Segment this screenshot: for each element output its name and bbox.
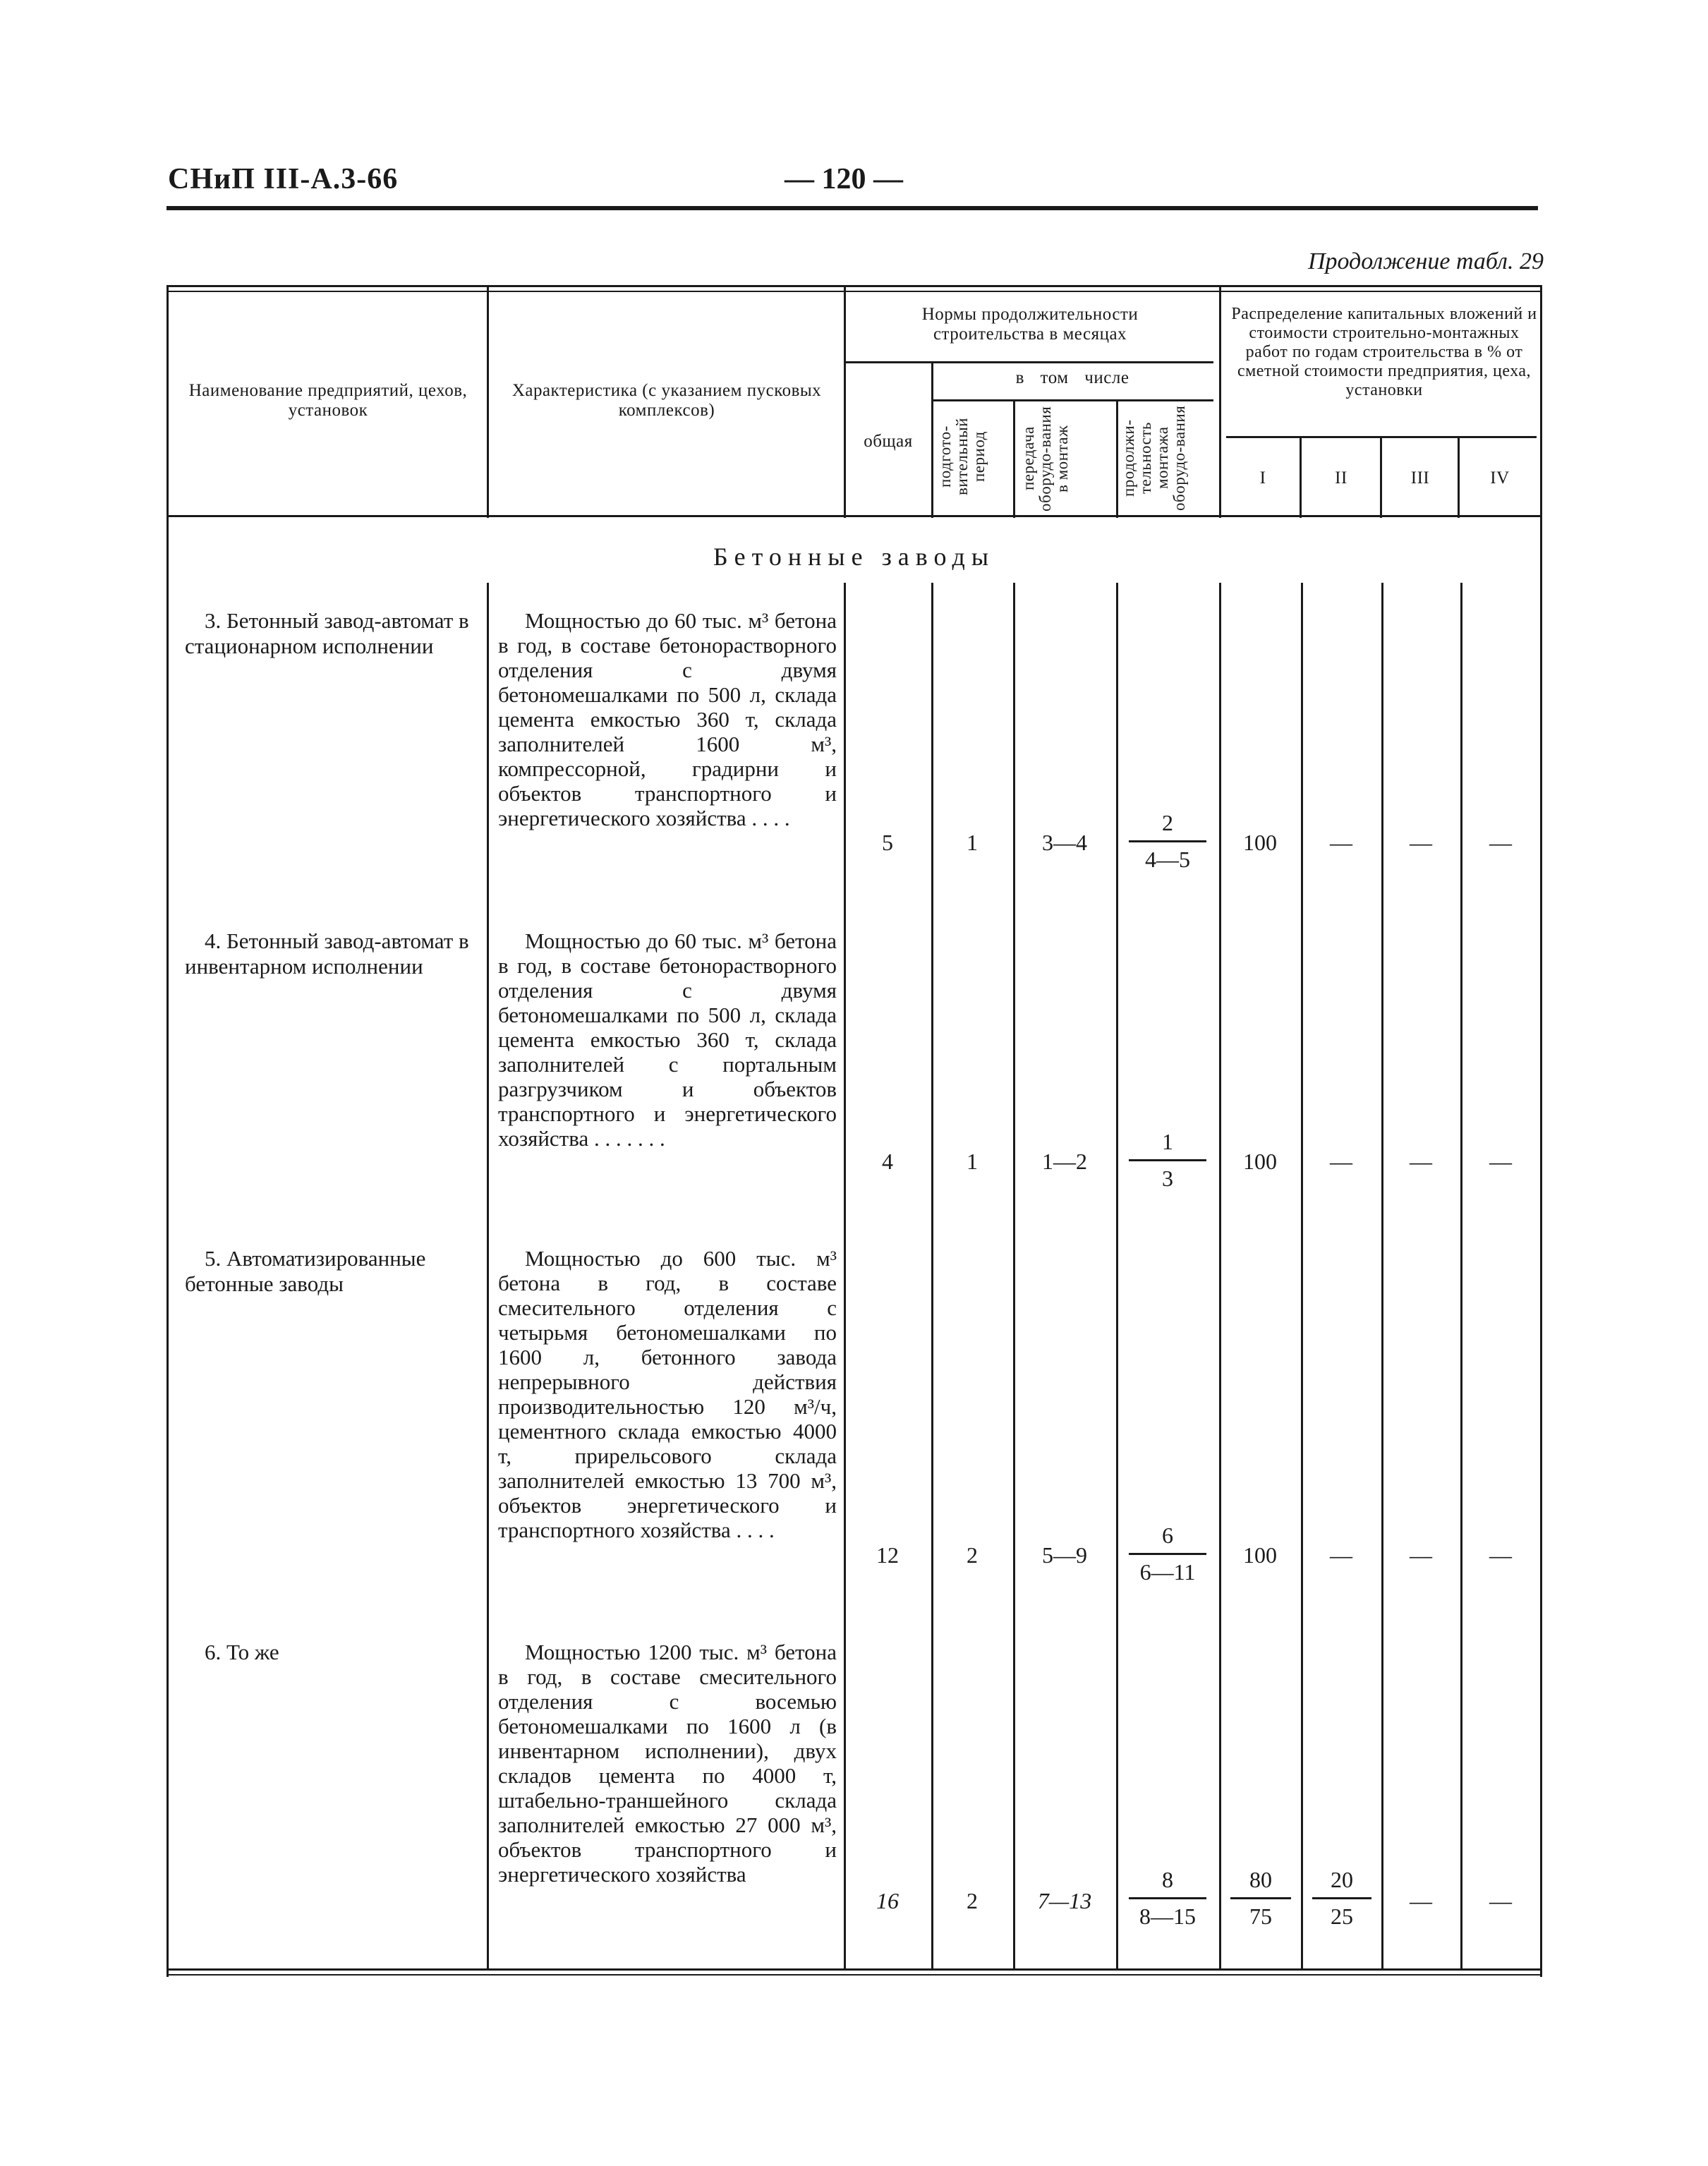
col-y3-left (1380, 436, 1382, 518)
row-4-year-4: — (1489, 1149, 1512, 1174)
col-years-left-body (1219, 583, 1221, 1970)
col-header-desc: Характеристика (с указанием пусковых комплексов) (511, 381, 822, 420)
row-name-text: Бетонный завод-автомат в стационарном исполнении (185, 608, 469, 658)
col-y4-left-body (1460, 583, 1462, 1970)
row-6-total: 16 (876, 1888, 899, 1913)
col-header-year-4: IV (1490, 468, 1510, 488)
col-y2-left (1300, 436, 1302, 518)
col-y4-left (1458, 436, 1460, 518)
col-header-year-2: II (1335, 468, 1347, 488)
row-5-duration-top: 6 (1129, 1523, 1206, 1555)
row-4-duration (1129, 1129, 1206, 1192)
col-header-prep: подгото-вительный период (936, 418, 988, 495)
row-4-year-2: — (1330, 1149, 1352, 1174)
col-y2-left-body (1301, 583, 1303, 1970)
row-6-duration-bottom: 8—15 (1139, 1904, 1196, 1929)
row-3-duration-bottom: 4—5 (1145, 847, 1190, 872)
table-continuation-label: Продолжение табл. 29 (1307, 248, 1544, 274)
col-header-year-3: III (1410, 468, 1430, 488)
col-header-distribution: Распределение капитальных вложений и стоимости строительно-монтажных работ по годам строительства в % от сметной стоимости предприятия, цеха, установки (1231, 305, 1537, 399)
col-desc-left (487, 285, 489, 518)
row-4-duration-top: 1 (1129, 1129, 1206, 1161)
table-top-rule-2 (166, 291, 1542, 292)
col-transfer-left-body (1013, 583, 1015, 1970)
row-3-transfer: 3—4 (1042, 830, 1087, 855)
row-3-duration-top: 2 (1129, 810, 1206, 842)
row-5-total: 12 (876, 1542, 899, 1568)
row-3-year-2: — (1330, 830, 1352, 855)
col-header-name: Наименование предприятий, цехов, установок (188, 381, 468, 420)
row-4-desc: Мощностью до 60 тыс. м³ бетона в год, в составе бетонорастворного отделения с двумя бетономешалками по 500 л, склада цемента емкостью 360 т, склада заполнителей с портальным разгрузчиком и объектов транспортного и энергетического хозяйства . . . . . . . (498, 928, 837, 1151)
row-5-year-1: 100 (1243, 1542, 1277, 1568)
row-3-year-4: — (1489, 830, 1512, 855)
row-6-year-2 (1312, 1867, 1371, 1930)
row-6-duration-top: 8 (1129, 1867, 1206, 1899)
col-transfer-left (1013, 399, 1015, 518)
row-5-year-2: — (1330, 1542, 1352, 1568)
col-total-left-body (844, 583, 846, 1970)
col-total-left (844, 285, 846, 518)
row-6-desc: Мощностью 1200 тыс. м³ бетона в год, в составе смесительного отделения с восемью бетономешалками по 1600 л (в инвентарном исполнении), двух складов цемента по 4000 т, штабельно-траншейного склада заполнителей емкостью 27 000 м³, объектов транспортного и энергетического хозяйства (498, 1640, 837, 1887)
col-header-including: в том числе (1015, 368, 1129, 387)
col-years-left (1219, 285, 1221, 518)
row-6-year-3: — (1410, 1888, 1432, 1913)
col-header-year-1: I (1259, 468, 1266, 488)
row-6-duration (1129, 1867, 1206, 1930)
col-desc-left-body (487, 583, 489, 1970)
row-6-prep: 2 (967, 1888, 978, 1913)
row-4-total: 4 (882, 1149, 893, 1174)
row-4-year-3: — (1410, 1149, 1432, 1174)
section-title: Бетонные заводы (713, 543, 995, 571)
row-name-text: Бетонный завод-автомат в инвентарном исполнении (185, 928, 469, 979)
norms-subrule (845, 361, 1213, 363)
row-4-transfer: 1—2 (1042, 1149, 1087, 1174)
header-bottom-rule (166, 515, 1542, 517)
col-header-duration: продолжи-тельность монтажа оборудо-вания (1120, 405, 1188, 511)
row-6-year-1-bottom: 75 (1249, 1904, 1272, 1929)
row-3-desc: Мощностью до 60 тыс. м³ бетона в год, в составе бетонорастворного отделения с двумя бетономешалками по 500 л, склада цемента емкостью 360 т, склада заполнителей 1600 м³, компрессорной, градирни и объектов транспортного и энергетического хозяйства . . . . (498, 608, 837, 830)
row-5-prep: 2 (967, 1542, 978, 1568)
col-header-total: общая (864, 432, 913, 451)
frame-right (1540, 285, 1542, 1977)
row-6-year-2-bottom: 25 (1331, 1904, 1353, 1929)
row-4-year-1: 100 (1243, 1149, 1277, 1174)
row-3-prep: 1 (967, 830, 978, 855)
row-6-transfer: 7—13 (1037, 1888, 1092, 1913)
row-4-prep: 1 (967, 1149, 978, 1174)
row-4-duration-bottom: 3 (1162, 1166, 1173, 1191)
col-duration-left-body (1116, 583, 1118, 1970)
row-5-duration (1129, 1523, 1206, 1585)
table-top-rule (166, 285, 1542, 287)
col-prep-left-body (931, 583, 933, 1970)
row-5-name (185, 1246, 481, 1297)
row-number: 5. (205, 1246, 222, 1271)
table-bottom-rule (166, 1968, 1542, 1971)
row-name-text: Автоматизированные бетонные заводы (185, 1246, 426, 1296)
row-5-year-3: — (1410, 1542, 1432, 1568)
row-5-desc: Мощностью до 600 тыс. м³ бетона в год, в составе смесительного отделения с четырьмя бетономешалками по 1600 л, бетонного завода непрерывного действия производительностью 120 м³/ч, цементного склада емкостью 4000 т, прирельсового склада заполнителей емкостью 13 700 м³, объектов энергетического и транспортного хозяйства . . . . (498, 1246, 837, 1542)
row-3-total: 5 (882, 830, 893, 855)
row-5-transfer: 5—9 (1042, 1542, 1087, 1568)
document-code: СНиП III-А.3-66 (168, 163, 399, 195)
table-bottom-rule-2 (166, 1974, 1542, 1976)
row-6-year-4: — (1489, 1888, 1512, 1913)
row-3-year-3: — (1410, 830, 1432, 855)
row-5-year-4: — (1489, 1542, 1512, 1568)
row-5-duration-bottom: 6—11 (1139, 1559, 1196, 1585)
row-name-text: То же (226, 1640, 279, 1664)
col-y3-left-body (1381, 583, 1383, 1970)
col-header-transfer: передача оборудо-вания в монтаж (1019, 406, 1071, 512)
row-6-name (185, 1640, 481, 1665)
row-3-year-1: 100 (1243, 830, 1277, 855)
row-number: 4. (205, 928, 222, 953)
col-duration-left (1116, 399, 1118, 518)
row-3-name (185, 608, 481, 659)
page-number: — 120 — (785, 163, 903, 195)
row-3-duration (1129, 810, 1206, 873)
header-rule (166, 206, 1538, 210)
row-4-name (185, 928, 481, 979)
row-number: 3. (205, 608, 222, 633)
col-header-norms: Нормы продолжительности строительства в месяцах (921, 305, 1139, 344)
row-6-year-1 (1230, 1867, 1291, 1930)
row-6-year-1-top: 80 (1230, 1867, 1291, 1899)
col-prep-left (931, 361, 933, 518)
row-number: 6. (205, 1640, 222, 1664)
frame-left (166, 285, 169, 1977)
row-6-year-2-top: 20 (1312, 1867, 1371, 1899)
